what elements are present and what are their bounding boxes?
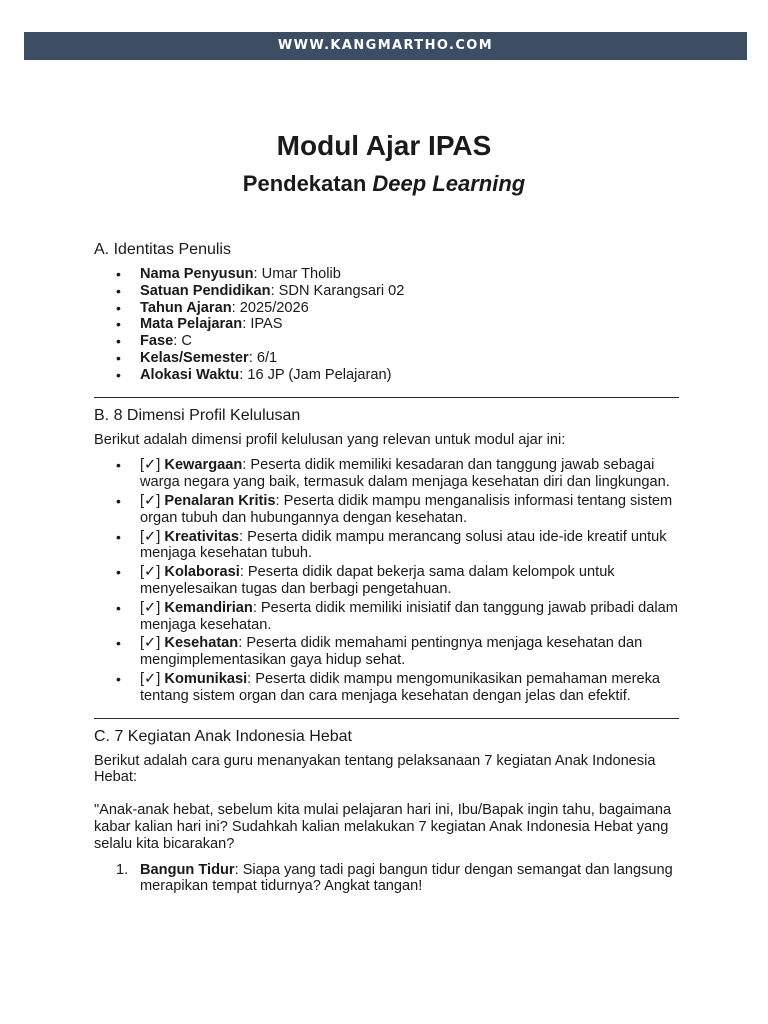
check-mark: [✓] [140,564,165,581]
check-mark: [✓] [140,457,165,474]
identity-item [140,283,679,300]
dimension-label: Kesehatan [164,635,239,652]
section-b-heading: B. 8 Dimensi Profil Kelulusan [94,406,301,424]
subtitle-prefix: Pendekatan [242,171,373,196]
section-divider [94,718,679,719]
section-c-heading: C. 7 Kegiatan Anak Indonesia Hebat [94,727,352,745]
dimension-item [140,564,679,598]
dimension-label: Kreativitas [164,528,240,545]
website-banner: WWW.KANGMARTHO.COM [24,32,747,60]
activity-item [116,861,679,896]
dimension-text: : Peserta didik memiliki inisiatif dan tanggung jawab pribadi dalam menjaga kesehatan. [140,599,678,633]
subtitle-emphasis: Deep Learning [372,171,526,196]
activity-label: Bangun Tidur [140,861,235,878]
identity-item [140,350,679,367]
identity-label: Mata Pelajaran [140,316,243,333]
dimension-label: Kolaborasi [164,564,240,581]
dimension-label: Penalaran Kritis [164,492,276,509]
identity-label: Fase [140,333,174,350]
check-mark: [✓] [140,635,165,652]
identity-label: Alokasi Waktu [140,366,240,383]
teacher-quote: "Anak-anak hebat, sebelum kita mulai pelajaran hari ini, Ibu/Bapak ingin tahu, bagaimana kabar kalian hari ini? Sudahkah kalian melakukan 7 kegiatan Anak Indonesia Hebat yang selalu kita bicarakan? [94,802,672,852]
check-mark: [✓] [140,492,165,509]
identity-label: Nama Penyusun [140,266,254,282]
identity-label: Tahun Ajaran [140,299,232,316]
dimension-item [140,635,679,669]
dimension-item [140,600,679,634]
activity-list [94,862,679,896]
identity-item [140,333,679,350]
identity-item [140,367,679,384]
identity-value: : SDN Karangsari 02 [270,282,405,299]
identity-item [140,266,679,283]
section-a-heading: A. Identitas Penulis [94,241,231,258]
check-mark: [✓] [140,528,165,545]
identity-value: : Umar Tholib [253,266,341,282]
identity-label: Kelas/Semester [140,349,249,366]
identity-label: Satuan Pendidikan [140,282,271,299]
identity-value: : C [173,333,192,350]
dimension-text: : Peserta didik mampu menganalisis informasi tentang sistem organ tubuh dan hubungannya dengan kesehatan. [140,492,673,526]
dimension-text: : Peserta didik dapat bekerja sama dalam kelompok untuk menyelesaikan tugas dan berbagi pengetahuan. [140,564,615,597]
dimension-label: Kemandirian [164,599,253,616]
section-divider [94,397,679,398]
dimension-text: : Peserta didik mampu mengomunikasikan pemahaman mereka tentang sistem organ dan cara menjaga kesehatan dengan jelas dan efektif. [140,670,661,704]
identity-item [140,316,679,333]
check-mark: [✓] [140,599,165,616]
identity-value: : 6/1 [248,349,278,366]
dimension-text: : Peserta didik memahami pentingnya menjaga kesehatan dan mengimplementasikan gaya hidup sehat. [140,635,643,669]
identity-list [94,266,679,384]
section-b-intro: Berikut adalah dimensi profil kelulusan yang relevan untuk modul ajar ini: [94,431,566,448]
identity-value: : IPAS [242,316,283,333]
dimension-item [140,493,679,527]
document-title: Modul Ajar IPAS [276,130,492,161]
dimension-text: : Peserta didik memiliki kesadaran dan tanggung jawab sebagai warga negara yang baik, termasuk dalam menjaga kesehatan diri dan lingkungan. [140,457,670,491]
dimension-label: Komunikasi [164,670,248,687]
dimension-item [140,529,679,563]
dimension-label: Kewargaan [164,457,243,474]
activity-number: 1. [116,861,129,878]
identity-item [140,300,679,317]
dimension-item [140,457,679,491]
check-mark: [✓] [140,670,165,687]
document-body [94,240,679,895]
identity-value: : 2025/2026 [231,299,309,316]
dimension-text: : Peserta didik mampu merancang solusi atau ide-ide kreatif untuk menjaga kesehatan tubuh. [140,528,667,562]
dimension-list [94,457,679,704]
dimension-item [140,671,679,705]
activity-text: : Siapa yang tadi pagi bangun tidur dengan semangat dan langsung merapikan tempat tidurnya? Angkat tangan! [140,861,673,895]
document-subtitle [0,170,768,198]
identity-value: : 16 JP (Jam Pelajaran) [239,366,392,383]
section-c-intro: Berikut adalah cara guru menanyakan tentang pelaksanaan 7 kegiatan Anak Indonesia Hebat: [94,752,656,786]
